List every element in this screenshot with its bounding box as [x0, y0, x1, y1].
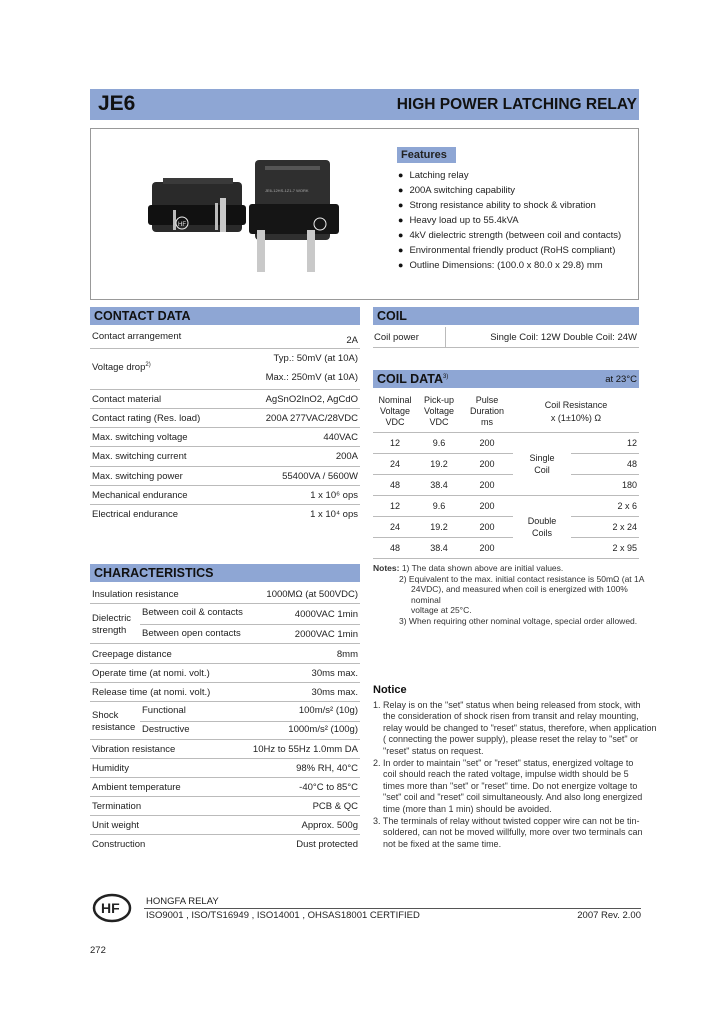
relay-right: [249, 160, 339, 272]
max-switching-voltage-row: Max. switching voltage 440VAC: [90, 428, 360, 447]
coil-data-section: [373, 370, 643, 560]
product-label: JE6-12HS-1Z1-7 WORK: [265, 188, 309, 193]
coil-data-heading: COIL DATA$^{3)}$ at 23°C: [373, 370, 639, 388]
shock-row: Shock resistance Functional 100m/s² (10g) Destructive 1000m/s² (100g): [90, 702, 360, 740]
notes: Notes: 1) The data shown above are initial values. 2) Equivalent to the max. initial contact resistance is 50mΩ (at 1A 24VDC), and measured when coil is energized with 100% nominal voltage at 25°C. 3) When requiring other nominal voltage, special order allowed.: [373, 563, 645, 626]
max-switching-current-row: Max. switching current 200A: [90, 447, 360, 467]
feature-item: ● Outline Dimensions: (100.0 x 80.0 x 29.8) mm: [398, 258, 621, 273]
coil-data-row: 24 19.2 200 48: [373, 453, 639, 474]
coil-heading: COIL: [373, 307, 639, 325]
ambient-temp-row: Ambient temperature -40°C to 85°C: [90, 778, 360, 797]
contact-rating-row: Contact rating (Res. load) 200A 277VAC/28VDC: [90, 409, 360, 428]
voltage-drop-row: Voltage drop$^{2)}$ Typ.: 50mV (at 10A) Max.: 250mV (at 10A): [90, 349, 360, 390]
contact-arrangement-row: Contact arrangement 2A: [90, 327, 360, 349]
release-time-row: Release time (at nomi. volt.) 30ms max.: [90, 683, 360, 702]
certifications: ISO9001 , ISO/TS16949 , ISO14001 , OHSAS18001 CERTIFIED: [146, 910, 420, 921]
feature-item: ● Heavy load up to 55.4kVA: [398, 213, 621, 228]
coil-data-row: 24 19.2 200 2 x 24: [373, 516, 639, 537]
contact-data-heading: CONTACT DATA: [90, 307, 360, 325]
coil-data-row: 12 9.6 200 Double Coils 2 x 6: [373, 495, 639, 516]
creepage-row: Creepage distance 8mm: [90, 644, 360, 664]
relay-left: [148, 178, 246, 232]
page-title: HIGH POWER LATCHING RELAY: [396, 96, 637, 113]
page-number: 272: [90, 945, 106, 956]
coil-data-temp: at 23°C: [605, 374, 637, 385]
coil-data-row: 48 38.4 200 180: [373, 474, 639, 495]
coil-section: [373, 307, 643, 347]
feature-item: ● Strong resistance ability to shock & vibration: [398, 198, 621, 213]
revision: 2007 Rev. 2.00: [577, 910, 641, 921]
feature-item: ● 200A switching capability: [398, 183, 621, 198]
unit-weight-row: Unit weight Approx. 500g: [90, 816, 360, 835]
insulation-row: Insulation resistance 1000MΩ (at 500VDC): [90, 584, 360, 604]
humidity-row: Humidity 98% RH, 40°C: [90, 759, 360, 778]
company-name: HONGFA RELAY: [146, 896, 219, 907]
mechanical-endurance-row: Mechanical endurance 1 x 10⁶ ops: [90, 486, 360, 505]
notice: Notice 1. Relay is on the "set" status when being released from stock, with the consideration of shock risen from transit and relay mounting, relay would be changed to "reset" status, therefore, when application ( connecting the power supply), please reset the relay to "set" or "reset" status on request. 2. In order to maintain "set" or "reset" status, energized voltage to coil should reach the rated voltage, impulse width should be 5 times more than "set" or "reset" time. Do not energize voltage to "set" coil and "reset" coil simultaneously. And also long energized time (more than 1 min) should be avoided. 3. The terminals of relay without twisted copper wire can not be tin- soldered, can not be moved willfully, more over two terminals can not be fixed at the same time.: [373, 684, 657, 849]
coil-data-header-row: Nominal Voltage VDC Pick-up Voltage VDC Pulse Duration ms Coil Resistance x (1±10%) Ω: [373, 392, 639, 432]
contact-material-row: Contact material AgSnO2InO2, AgCdO: [90, 390, 360, 409]
coil-data-row: 12 9.6 200 Single Coil 12: [373, 432, 639, 453]
product-image: [145, 160, 345, 275]
contact-data-section: [90, 307, 360, 527]
termination-row: Termination PCB & QC: [90, 797, 360, 816]
vibration-row: Vibration resistance 10Hz to 55Hz 1.0mm DA: [90, 740, 360, 759]
max-switching-power-row: Max. switching power 55400VA / 5600W: [90, 467, 360, 486]
hongfa-logo: [92, 893, 132, 923]
product-code: JE6: [98, 92, 136, 115]
feature-item: ● Environmental friendly product (RoHS compliant): [398, 243, 621, 258]
coil-power-row: Coil power Single Coil: 12W Double Coil: 24W: [373, 327, 639, 348]
coil-data-row: 48 38.4 200 2 x 95: [373, 537, 639, 558]
coil-data-table: [373, 392, 639, 559]
feature-item: ● 4kV dielectric strength (between coil and contacts): [398, 228, 621, 243]
features-heading: Features: [397, 147, 456, 163]
construction-row: Construction Dust protected: [92, 839, 358, 850]
svg-text:HF: HF: [178, 222, 186, 228]
svg-text:HF: HF: [101, 900, 120, 916]
characteristics-heading: CHARACTERISTICS: [90, 564, 360, 582]
operate-time-row: Operate time (at nomi. volt.) 30ms max.: [90, 664, 360, 683]
characteristics-section: [90, 564, 360, 856]
electrical-endurance-row: Electrical endurance 1 x 10⁴ ops: [92, 509, 358, 520]
features-list: [398, 168, 621, 273]
dielectric-row: Dielectric strength Between coil & contacts 4000VAC 1min Between open contacts 2000VAC 1min: [90, 604, 360, 644]
feature-item: ● Latching relay: [398, 168, 621, 183]
